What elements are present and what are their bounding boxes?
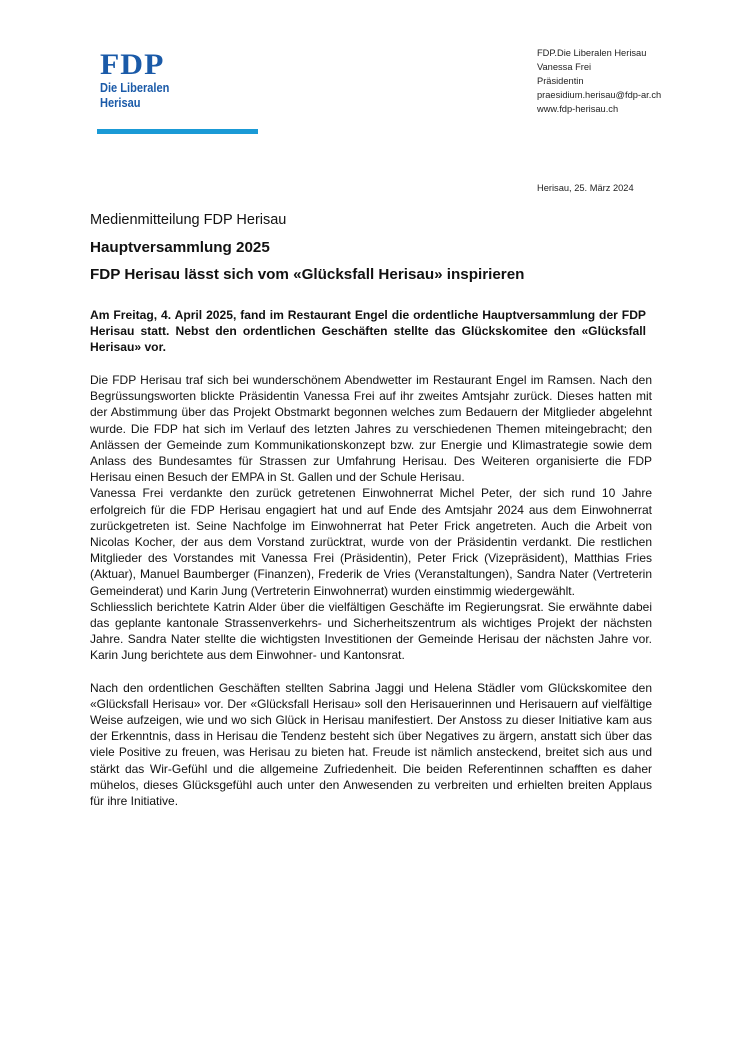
document-date: Herisau, 25. März 2024 xyxy=(537,183,634,193)
logo-line-1: Die Liberalen xyxy=(100,80,170,95)
document-kicker: Medienmitteilung FDP Herisau xyxy=(90,212,287,228)
body-paragraph-2: Vanessa Frei verdankte den zurück getretenen Einwohnerrat Michel Peter, der sich rund 10 Jahre erfolgreich für die FDP Herisau engagiert hat und auf Ende des Amtsjahr 2024 aus dem Einwohnerrat zurückgetreten ist. Seine Nachfolge im Einwohnerrat hat Peter Frick angetreten. Auch die Arbeit von Nicolas Kocher, der aus dem Vorstand zurücktrat, wurde von der Präsidentin verdankt. Die restlichen Mitglieder des Vorstandes mit Vanessa Frei (Präsidentin), Peter Frick (Vizepräsident), Matthias Fries (Aktuar), Manuel Baumberger (Finanzen), Frederik de Vries (Veranstaltungen), Sandra Nater (Vertreterin Gemeinderat) und Karin Jung (Vertreterin Einwohnerrat) wurden einstimmig wiedergewählt. xyxy=(90,486,652,598)
body-paragraph-3: Schliesslich berichtete Katrin Alder über die vielfältigen Geschäfte im Regierungsrat. Sie erwähnte dabei das geplante kantonale Strassenverkehrs- und Sicherheitszentrum als wichtiges Projekt der nächsten Jahre. Sandra Nater stellte die wichtigsten Investitionen der Gemeinde Herisau der nächsten Jahre vor. Karin Jung berichtete aus dem Einwohner- und Kantonsrat. xyxy=(90,599,652,663)
body-paragraph-1: Die FDP Herisau traf sich bei wunderschönem Abendwetter im Restaurant Engel im Ramsen. Nach den Begrüssungsworten blickte Präsidentin Vanessa Frei auf ihr zweites Amtsjahr zurück. Dieses hatten mit der Abstimmung über das Projekt Obstmarkt begonnen welches zum Bedauern der Mitglieder abgelehnt wurde. Die FDP hat sich im Verlauf des letzten Jahres zu verschiedenen Themen miteingebracht; den Anlässen der Gemeinde zum Kommunikationskonzept bzw. zur Energie und Klimastrategie sowie dem Anlass des Bundesamtes für Strassen zur Umfahrung Herisau. Des Weiteren organisierte die FDP Herisau einen Besuch der EMPA in St. Gallen und der Schule Herisau. xyxy=(90,373,652,485)
sender-name: Vanessa Frei xyxy=(537,62,592,72)
logo-underline xyxy=(97,129,258,134)
headline-2: FDP Herisau lässt sich vom «Glücksfall Herisau» inspirieren xyxy=(90,266,525,283)
sender-block xyxy=(537,46,661,116)
body-paragraph-4: Nach den ordentlichen Geschäften stellten Sabrina Jaggi und Helena Städler vom Glückskomitee den «Glücksfall Herisau» vor. Der «Glücksfall Herisau» soll den Herisauerinnen und Herisauern auf vielfältige Weise aufzeigen, wie und wo sich Glück in Herisau manifestiert. Der Anstoss zu dieser Initiative kam aus der Erkenntnis, dass in Herisau die Tendenz besteht sich über Negatives zu ärgern, anstatt sich über das viele Positive zu freuen, was Herisau zu bieten hat. Freude ist nämlich ansteckend, breitet sich aus und stärkt das Wir-Gefühl und die allgemeine Zufriedenheit. Die beiden Referentinnen schafften es daher mühelos, dieses Glücksgefühl auch unter den Anwesenden zu verbreiten und erhielten breiten Applaus für ihre Initiative. xyxy=(90,680,652,809)
sender-website[interactable]: www.fdp-herisau.ch xyxy=(537,104,619,114)
lead-paragraph: Am Freitag, 4. April 2025, fand im Restaurant Engel die ordentliche Hauptversammlung der FDP Herisau statt. Nebst den ordentlichen Geschäften stellte das Glückskomitee den «Glücksfall Herisau» vor. xyxy=(90,308,646,354)
logo-line-2: Herisau xyxy=(100,95,141,110)
sender-role: Präsidentin xyxy=(537,76,584,86)
fdp-logo xyxy=(100,50,260,110)
sender-org: FDP.Die Liberalen Herisau xyxy=(537,48,647,58)
sender-email[interactable]: praesidium.herisau@fdp-ar.ch xyxy=(537,90,662,100)
logo-mark: FDP xyxy=(100,48,165,81)
body-text xyxy=(90,372,652,809)
headline-1: Hauptversammlung 2025 xyxy=(90,239,270,256)
